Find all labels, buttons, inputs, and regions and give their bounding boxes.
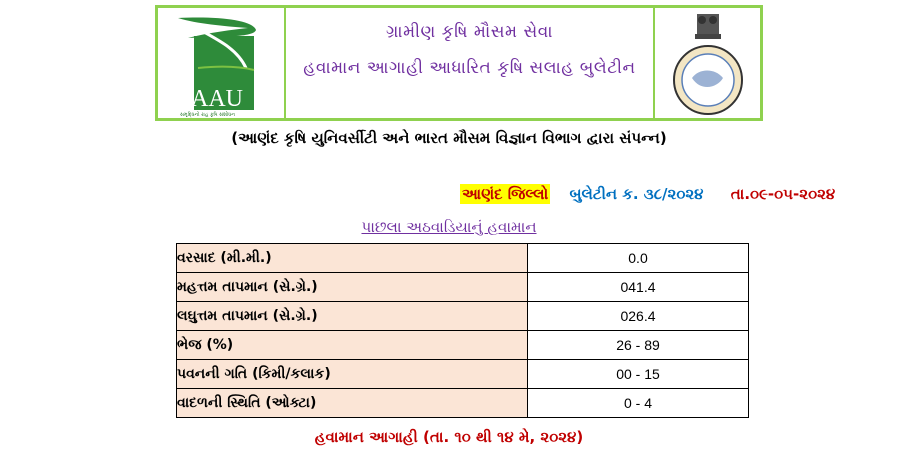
param-cell: મહત્તમ તાપમાન (સે.ગ્રે.) — [177, 273, 528, 302]
value-cell: 0.0 — [528, 244, 749, 273]
param-cell: ભેજ (%) — [177, 331, 528, 360]
header-title-line1: ગ્રામીણ કૃષિ મૌસમ સેવા — [386, 22, 553, 42]
value-cell: 041.4 — [528, 273, 749, 302]
table-row — [177, 331, 749, 360]
bulletin-date: તા.૦૯-૦૫-૨૦૨૪ — [730, 185, 836, 203]
value-cell: 26 - 89 — [528, 331, 749, 360]
forecast-title: હવામાન આગાહી (તા. ૧૦ થી ૧૪ મે, ૨૦૨૪) — [314, 428, 584, 446]
bulletin-number: બુલેટીન ક. ૩૮/૨૦૨૪ — [569, 185, 704, 203]
imd-emblem-icon — [657, 8, 757, 118]
past-week-table — [176, 243, 749, 418]
past-week-title: પાછલા અઠવાડિયાનું હવામાન — [361, 218, 537, 236]
table-row — [177, 360, 749, 389]
imd-logo — [655, 8, 760, 118]
table-row — [177, 244, 749, 273]
param-cell: લઘુત્તમ તાપમાન (સે.ગ્રે.) — [177, 302, 528, 331]
aau-logo — [158, 8, 286, 118]
param-cell: પવનની ગતિ (કિમી/કલાક) — [177, 360, 528, 389]
table-row — [177, 273, 749, 302]
table-row — [177, 389, 749, 418]
header-title-line2: હવામાન આગાહી આધારિત કૃષિ સલાહ બુલેટીન — [303, 58, 636, 78]
param-cell: વરસાદ (મી.મી.) — [177, 244, 528, 273]
header-titles — [286, 8, 655, 118]
value-cell: 0 - 4 — [528, 389, 749, 418]
aau-logo-tagline: સમૃદ્ધિનો રાહ કૃષિ સંશોધન — [180, 112, 235, 118]
header-box — [155, 5, 763, 121]
table-row — [177, 302, 749, 331]
value-cell: 026.4 — [528, 302, 749, 331]
value-cell: 00 - 15 — [528, 360, 749, 389]
district-name: આણંદ જિલ્લો — [462, 185, 549, 203]
aau-logo-text: AAU — [191, 86, 243, 112]
subtitle: (આણંદ કૃષિ યુનિવર્સીટી અને ભારત મૌસમ વિજ્ઞાન વિભાગ દ્વારા સંપન્ન) — [231, 129, 667, 147]
param-cell: વાદળની સ્થિતિ (ઓક્ટા) — [177, 389, 528, 418]
bulletin-info — [460, 185, 835, 203]
